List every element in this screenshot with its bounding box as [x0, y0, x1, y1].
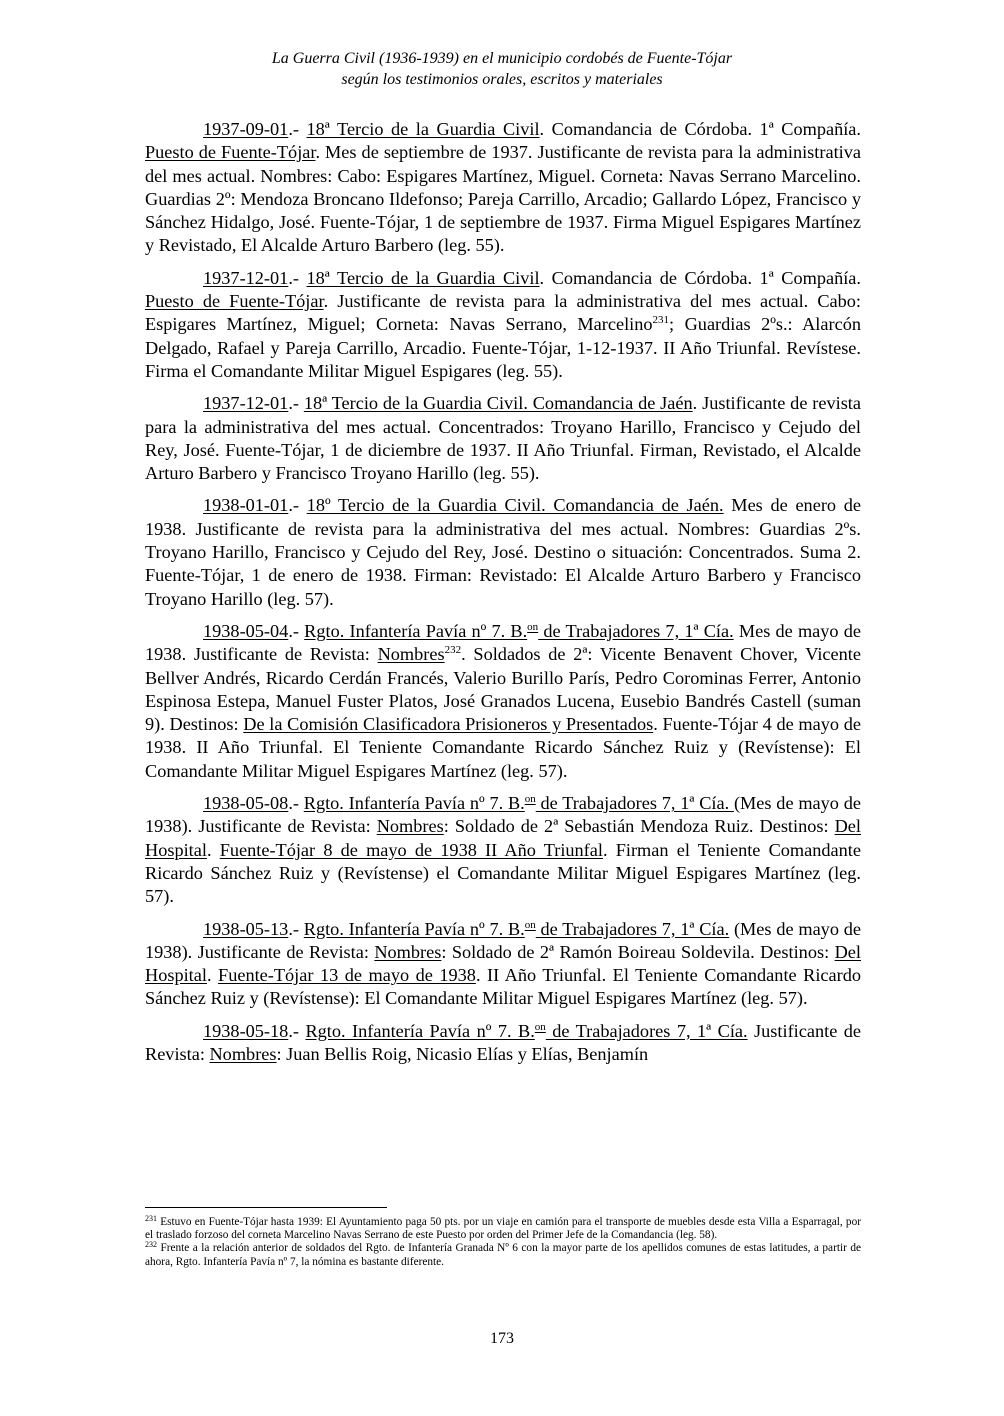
entry-text: . Justificante de revista para la administrativa del mes actual. Concentrados: Troyano Harillo, Francisco y Cejudo del Rey, José. Fuente-Tójar, 1 de diciembre de 1937. II Año Triunfal. Firman, Revistado, el Alcalde Arturo Barbero y Francisco Troyano Harillo (leg. 55). — [145, 393, 861, 484]
underlined-text: 1938-05-08 — [203, 793, 289, 814]
underlined-text: De la Comisión Clasificadora Prisioneros y Presentados — [243, 714, 654, 735]
underlined-text: Nombres — [374, 941, 442, 962]
footnotes — [145, 1216, 861, 1269]
underlined-text: 18ª Tercio de la Guardia Civil. Comandancia de Jaén — [303, 393, 693, 414]
page-number: 173 — [490, 1330, 514, 1347]
entry-text: .- — [288, 495, 307, 516]
underlined-text: 1938-05-13 — [203, 918, 289, 939]
superscript: on — [527, 620, 539, 633]
entry-text: . — [206, 965, 219, 986]
underlined-text: 18ª Tercio de la Guardia Civil — [306, 119, 540, 139]
header-line-1: La Guerra Civil (1936-1939) en el municipio cordobés de Fuente-Tójar — [271, 50, 733, 67]
underlined-text: 18ª Tercio de la Guardia Civil — [306, 267, 540, 288]
underlined-text: Rgto. Infantería Pavía nº 7. B. — [303, 918, 525, 939]
underlined-text: de Trabajadores 7, 1ª Cía. — [535, 793, 734, 814]
entry-text: . Mes de septiembre de 1937. Justificante de revista para la administrativa del mes actual. Nombres: Cabo: Espigares Martínez, Miguel. Corneta: Navas Serrano Marcelino. Guardias 2º: Mendoza Broncano Ildefonso; Pareja Carrillo, Arcadio; Gallardo López, Francisco y Sánchez Hidalgo, José. Fuente-Tójar, 1 de septiembre de 1937. Firma Miguel Espigares Martínez y Revistado, El Alcalde Arturo Barbero (leg. 55). — [145, 142, 861, 256]
entry-text: : Juan Bellis Roig, Nicasio Elías y Elías, Benjamín — [276, 1043, 649, 1064]
footnote — [145, 1242, 861, 1268]
underlined-text: 18º Tercio de la Guardia Civil. Comandancia de Jaén. — [306, 495, 724, 516]
entry-text: . Comandancia de Córdoba. 1ª Compañía. — [539, 119, 861, 139]
entry-text: . Justificante de revista para la administrativa del mes actual. Cabo: Espigares Martínez, Miguel; Corneta: Navas Serrano, Marcelino — [145, 291, 861, 335]
entry-text: .- — [288, 119, 307, 139]
entry-text: Mes de enero de 1938. Justificante de revista para la administrativa del mes actual. Nombres: Guardias 2ºs. Troyano Harillo, Francisco y Cejudo del Rey, José. Destino o situación: Concentrados. Suma 2. Fuente-Tójar, 1 de enero de 1938. Firman: Revistado: El Alcalde Arturo Barbero y Francisco Troyano Harillo (leg. 57). — [145, 495, 861, 609]
underlined-text: 1938-05-04 — [203, 620, 289, 641]
footnote — [145, 1216, 861, 1242]
underlined-text: Fuente-Tójar 8 de mayo de 1938 II Año Triunfal — [219, 839, 603, 860]
underlined-text: Del Hospital — [145, 941, 861, 986]
entry-text: .- — [288, 620, 305, 641]
entry-text: : Soldado de 2ª Ramón Boireau Soldevila. Destinos: — [441, 941, 835, 962]
entry-text: .- — [288, 267, 307, 288]
footnote-separator — [145, 1207, 387, 1208]
entry-paragraph — [145, 267, 861, 383]
underlined-text: 1938-05-18 — [203, 1020, 289, 1041]
superscript: 232 — [444, 644, 462, 657]
entry-paragraph — [145, 1020, 861, 1067]
underlined-text: Rgto. Infantería Pavía nº 7. B. — [304, 620, 528, 641]
underlined-text: Nombres — [376, 816, 444, 837]
underlined-text: Puesto de Fuente-Tójar — [145, 142, 316, 163]
entry-paragraph — [145, 918, 861, 1011]
underlined-text: Rgto. Infantería Pavía nº 7. B. — [305, 1020, 535, 1041]
underlined-text: de Trabajadores 7, 1ª Cía. — [535, 918, 730, 939]
underlined-text: Nombres — [377, 644, 445, 665]
entries-list — [145, 118, 861, 1075]
underlined-text: 1937-09-01 — [203, 119, 289, 139]
footnote-number: 231 — [145, 1214, 157, 1223]
entry-text: .- — [288, 918, 304, 939]
superscript: 231 — [652, 314, 670, 327]
entry-text: .- — [288, 393, 304, 414]
entry-text: : Soldado de 2ª Sebastián Mendoza Ruiz. Destinos: — [443, 816, 835, 837]
entry-paragraph — [145, 620, 861, 783]
underlined-text: de Trabajadores 7, 1ª Cía. — [538, 620, 734, 641]
entry-text: . — [206, 839, 220, 860]
entry-text: Justificante de Revista: — [145, 1020, 862, 1064]
superscript: on — [524, 918, 536, 931]
entry-text: . Soldados de 2ª: Vicente Benavent Chover, Vicente Bellver Andrés, Ricardo Cerdán Francés, Valerio Burillo París, Pedro Corominas Ferrer, Antonio Espinosa Estepa, Manuel Fuster Platos, José Granados Lucena, Eusebio Bandrés Castell (suman 9). Destinos: — [145, 644, 861, 735]
underlined-text: de Trabajadores 7, 1ª Cía. — [545, 1020, 748, 1041]
entry-text: .- — [288, 793, 304, 814]
underlined-text: Nombres — [209, 1043, 277, 1064]
entry-text: . Firman el Teniente Comandante Ricardo Sánchez Ruiz y (Revístense) el Comandante Militar Miguel Espigares Martínez (leg. 57). — [145, 839, 861, 907]
entry-text: (Mes de mayo de 1938). Justificante de Revista: — [145, 918, 862, 962]
entry-text: . II Año Triunfal. El Teniente Comandante Ricardo Sánchez Ruiz y (Revístense): El Comandante Militar Miguel Espigares Martínez (leg. 57). — [145, 965, 862, 1009]
entry-text: Mes de mayo de 1938. Justificante de Revista: — [145, 620, 862, 665]
entry-text: . Comandancia de Córdoba. 1ª Compañía. — [539, 267, 861, 288]
entry-text: ; Guardias 2ºs.: Alarcón Delgado, Rafael y Pareja Carrillo, Arcadio. Fuente-Tójar, 1-12-1937. II Año Triunfal. Revístese. Firma el Comandante Militar Miguel Espigares (leg. 55). — [145, 314, 861, 381]
header-line-2: según los testimonios orales, escritos y materiales — [341, 71, 663, 88]
underlined-text: 1938-01-01 — [203, 495, 289, 516]
superscript: on — [524, 793, 536, 806]
entry-text: . Fuente-Tójar 4 de mayo de 1938. II Año Triunfal. El Teniente Comandante Ricardo Sánchez Ruiz y (Revístense): El Comandante Militar Miguel Espigares Martínez (leg. 57). — [145, 714, 861, 781]
superscript: on — [534, 1020, 546, 1033]
underlined-text: 1937-12-01 — [203, 393, 289, 414]
underlined-text: 1937-12-01 — [203, 267, 289, 288]
footnote-number: 232 — [145, 1240, 157, 1250]
footnote-text: Frente a la relación anterior de soldados del Rgto. de Infantería Granada Nº 6 con la mayor parte de los apellidos comunes de estas latitudes, a partir de ahora, Rgto. Infantería Pavía nº 7, la nómina es bastante diferente. — [145, 1242, 861, 1268]
entry-text: (Mes de mayo de 1938). Justificante de Revista: — [145, 793, 861, 837]
underlined-text: Fuente-Tójar 13 de mayo de 1938 — [218, 965, 476, 986]
underlined-text: Puesto de Fuente-Tójar — [145, 291, 324, 312]
entry-paragraph — [145, 392, 861, 485]
entry-text: .- — [288, 1020, 306, 1041]
footnote-text: Estuvo en Fuente-Tójar hasta 1939: El Ayuntamiento paga 50 pts. por un viaje en camión para el transporte de muebles desde esta Villa a Esparragal, por el traslado forzoso del corneta Marcelino Navas Serrano de este Puesto por orden del Primer Jefe de la Comandancia (leg. 58). — [145, 1216, 861, 1242]
entry-paragraph — [145, 118, 861, 258]
entry-paragraph — [145, 494, 861, 610]
running-header — [0, 48, 1004, 90]
entry-paragraph — [145, 792, 861, 908]
underlined-text: Del Hospital — [145, 816, 861, 860]
underlined-text: Rgto. Infantería Pavía nº 7. B. — [303, 793, 525, 814]
